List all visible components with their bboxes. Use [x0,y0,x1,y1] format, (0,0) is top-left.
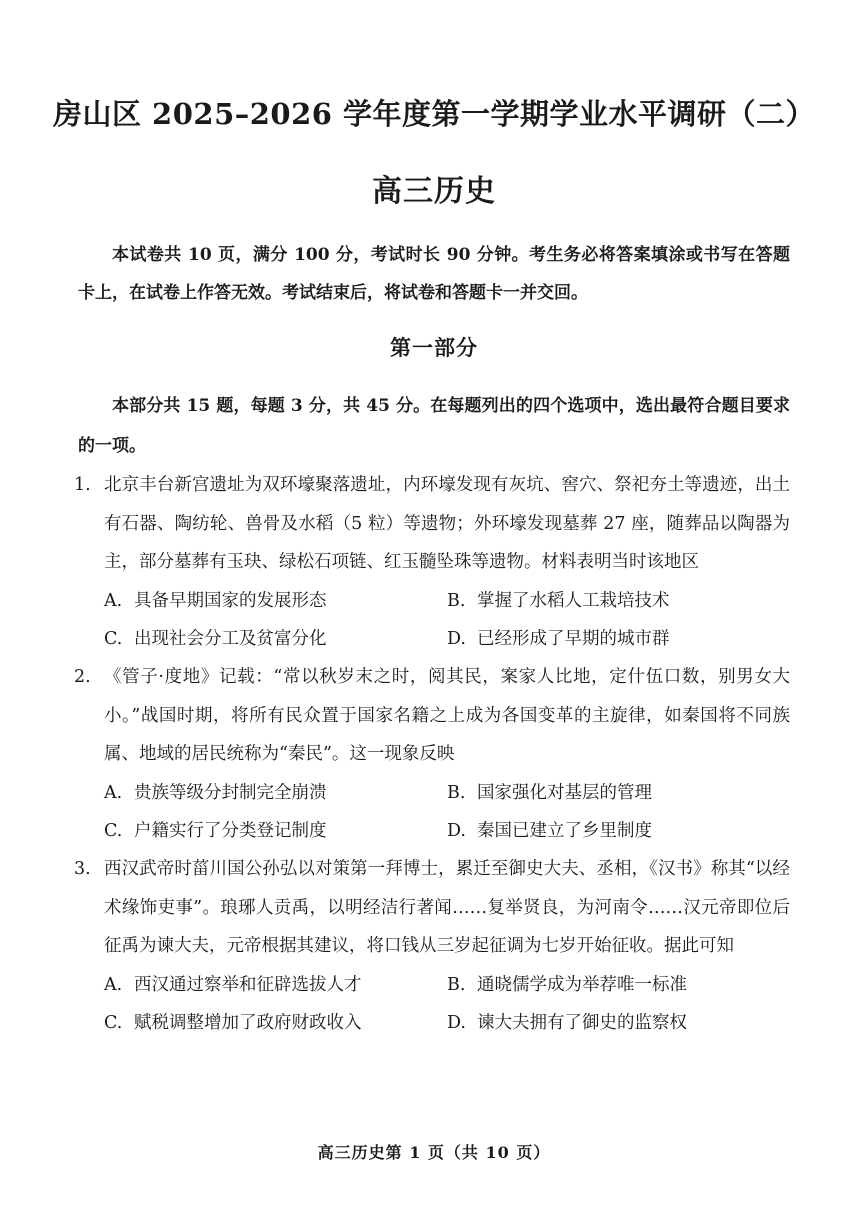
question-stem: 北京丰台新宫遗址为双环壕聚落遗址，内环壕发现有灰坑、窖穴、祭祀夯土等遗迹，出土有石器、陶纺轮、兽骨及水稻（5 粒）等遗物；外环壕发现墓葬 27 座，随葬品以陶器为主，部分墓葬有玉玦、绿松石项链、红玉髓坠珠等遗物。材料表明当时该地区 [104,475,790,572]
options [104,966,790,1043]
option-letter: A. [104,974,123,995]
option-d [447,812,790,851]
option-letter: B. [447,974,466,995]
option-text: 具备早期国家的发展形态 [134,590,327,611]
option-b [447,966,790,1005]
section-title: 第一部分 [390,335,478,360]
question-stem: 《管子·度地》记载：“常以秋岁末之时，阅其民，案家人比地，定什伍口数，别男女大小。”战国时期，将所有民众置于国家名籍之上成为各国变革的主旋律，如秦国将不同族属、地域的居民统称为“秦民”。这一现象反映 [104,667,790,764]
question-1 [74,466,790,659]
question-3 [74,850,790,1043]
option-letter: A. [104,590,123,611]
option-letter: B. [447,782,466,803]
option-a [104,966,447,1005]
option-letter: B. [447,590,466,611]
option-text: 已经形成了早期的城市群 [477,629,670,649]
option-text: 秦国已建立了乡里制度 [477,821,652,841]
question-number: 3. [74,859,91,879]
option-d [447,620,790,659]
option-letter: D. [447,1013,466,1033]
page-footer: 高三历史第 1 页（共 10 页） [317,1143,551,1162]
option-text: 通晓儒学成为举荐唯一标准 [477,974,687,995]
option-text: 户籍实行了分类登记制度 [134,821,327,841]
option-text: 掌握了水稻人工栽培技术 [477,590,670,611]
option-text: 贵族等级分封制完全崩溃 [134,782,327,803]
option-b [447,582,790,621]
option-text: 赋税调整增加了政府财政收入 [134,1013,362,1033]
option-text: 出现社会分工及贫富分化 [134,629,327,649]
question-number: 2. [74,667,91,687]
section-instructions: 本部分共 15 题，每题 3 分，共 45 分。在每题列出的四个选项中，选出最符合题目要求的一项。 [78,396,790,456]
option-letter: A. [104,782,123,803]
option-letter: C. [104,629,123,649]
exam-subject: 高三历史 [372,174,496,209]
option-c [104,620,447,659]
exam-intro: 本试卷共 10 页，满分 100 分，考试时长 90 分钟。考生务必将答案填涂或书写在答题卡上，在试卷上作答无效。考试结束后，将试卷和答题卡一并交回。 [78,245,790,303]
options [104,582,790,659]
option-a [104,774,447,813]
question-2 [74,658,790,851]
option-c [104,812,447,851]
option-a [104,582,447,621]
option-d [447,1004,790,1043]
question-stem: 西汉武帝时菑川国公孙弘以对策第一拜博士，累迁至御史大夫、丞相，《汉书》称其“以经术缘饰吏事”。琅琊人贡禹，以明经洁行著闻……复举贤良，为河南令……汉元帝即位后征禹为谏大夫，元帝根据其建议，将口钱从三岁起征调为七岁开始征收。据此可知 [104,859,790,956]
option-text: 西汉通过察举和征辟选拔人才 [134,974,362,995]
options [104,774,790,851]
option-letter: C. [104,1013,123,1033]
option-text: 谏大夫拥有了御史的监察权 [477,1013,687,1033]
exam-title: 房山区 2025–2026 学年度第一学期学业水平调研（二） [52,97,816,131]
option-letter: D. [447,821,466,841]
option-letter: C. [104,821,123,841]
option-letter: D. [447,629,466,649]
option-text: 国家强化对基层的管理 [477,782,652,803]
option-b [447,774,790,813]
option-c [104,1004,447,1043]
question-number: 1. [74,475,91,495]
